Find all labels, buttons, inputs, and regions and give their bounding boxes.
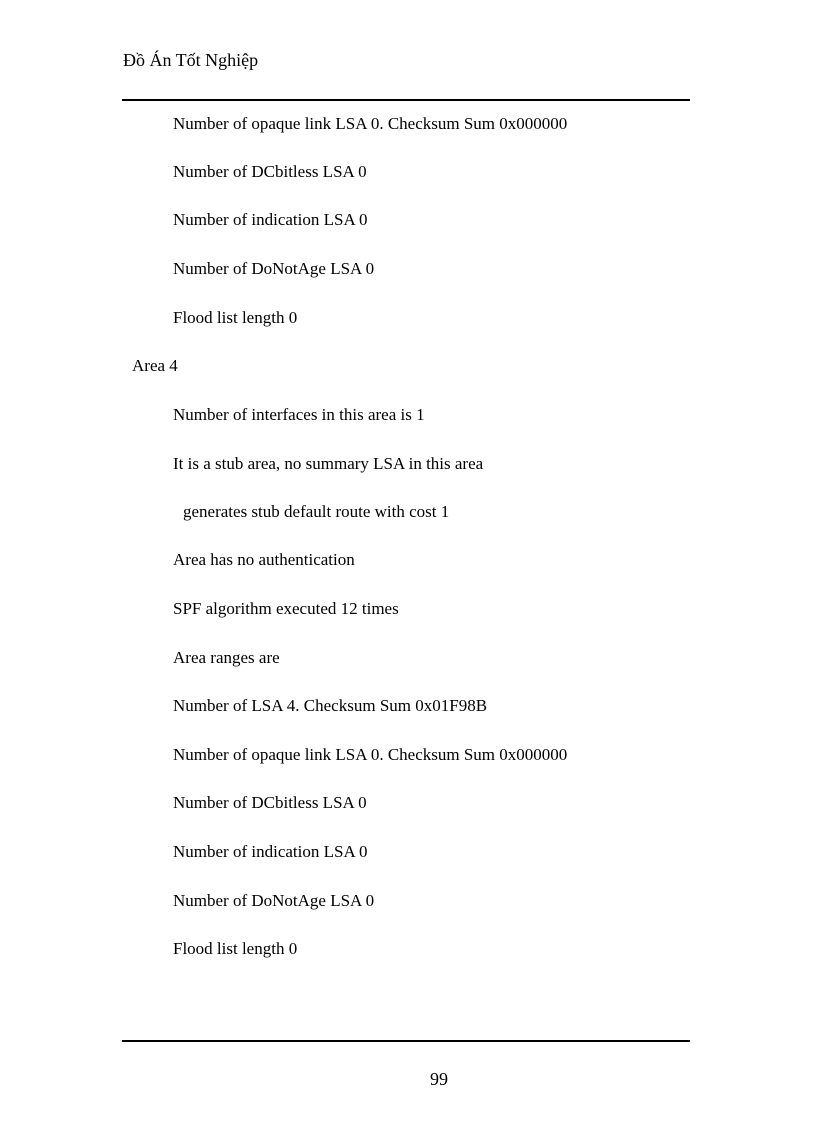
text-line: Number of opaque link LSA 0. Checksum Sum 0x000000 xyxy=(173,114,568,133)
text-line: Area has no authentication xyxy=(173,550,355,569)
text-line: Area ranges are xyxy=(173,648,280,667)
text-line: Number of DoNotAge LSA 0 xyxy=(173,891,375,910)
text-line: SPF algorithm executed 12 times xyxy=(173,599,399,618)
text-line: Number of interfaces in this area is 1 xyxy=(173,405,425,424)
page-number: 99 xyxy=(430,1069,448,1089)
footer-divider xyxy=(122,1040,690,1042)
text-line: Number of DCbitless LSA 0 xyxy=(173,162,367,181)
text-line: Number of opaque link LSA 0. Checksum Sum 0x000000 xyxy=(173,745,568,764)
text-line: Flood list length 0 xyxy=(173,939,298,958)
page-header-title: Đồ Án Tốt Nghiệp xyxy=(123,50,259,70)
text-line: Number of indication LSA 0 xyxy=(173,210,368,229)
text-line: Flood list length 0 xyxy=(173,308,298,327)
text-line: Number of indication LSA 0 xyxy=(173,842,368,861)
area-heading: Area 4 xyxy=(132,356,178,375)
text-line: Number of DCbitless LSA 0 xyxy=(173,793,367,812)
text-line: generates stub default route with cost 1 xyxy=(183,502,450,521)
text-line: It is a stub area, no summary LSA in this area xyxy=(173,454,484,473)
header-divider xyxy=(122,99,690,101)
text-line: Number of DoNotAge LSA 0 xyxy=(173,259,375,278)
text-line: Number of LSA 4. Checksum Sum 0x01F98B xyxy=(173,696,488,715)
